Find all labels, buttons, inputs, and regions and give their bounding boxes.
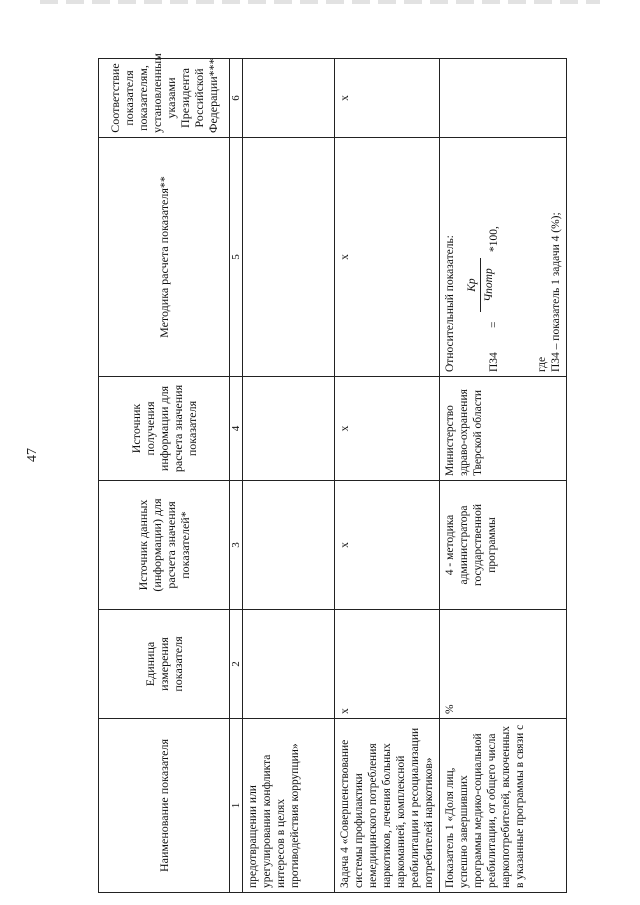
page-number: 47 <box>25 448 40 462</box>
formula-numerator: Кр <box>465 258 481 312</box>
cell-unit: % <box>440 610 567 719</box>
cell-conformity <box>440 59 567 138</box>
header-unit: Единица измерения показателя <box>99 610 230 719</box>
scan-artifact-line <box>40 0 600 4</box>
cell-info-source <box>243 377 335 481</box>
header-info-source: Источник получения информации для расчета значения показателя <box>99 377 230 481</box>
cell-data-source: 4 - методика администратора государственной программы <box>440 481 567 610</box>
column-number-row <box>230 59 243 893</box>
formula-fraction <box>465 258 496 312</box>
formula-equals: = <box>488 321 500 328</box>
indicators-table <box>98 53 567 893</box>
column-number: 2 <box>230 610 243 719</box>
cell-name: Задача 4 «Совершенствование системы профилактики немедицинского потребления наркотиков, лечения больных наркоманией, комплексной реабилитации и ресоциализации потребителей наркотиков» <box>335 719 440 893</box>
table-header-row <box>99 59 230 893</box>
column-number: 4 <box>230 377 243 481</box>
header-conformity: Соответствие показателя показателям, установленным указами Президента Российской Федерации*** <box>99 59 230 138</box>
cell-name: Показатель 1 «Доля лиц, успешно завершивших программы медико-социальной реабилитации, от общего числа наркопотребителей, включенных в указанные программы в связи с <box>440 719 567 893</box>
cell-method <box>243 138 335 377</box>
column-number: 3 <box>230 481 243 610</box>
cell-info-source: х <box>335 377 440 481</box>
header-data-source: Источник данных (информации) для расчета значения показателей* <box>99 481 230 610</box>
table-row <box>440 59 567 893</box>
column-number: 1 <box>230 719 243 893</box>
cell-data-source <box>243 481 335 610</box>
formula-multiplier: *100, <box>488 226 500 252</box>
cell-unit: х <box>335 610 440 719</box>
method-title: Относительный показатель: <box>444 235 456 372</box>
cell-name: предотвращении или урегулировании конфликта интересов в целях противодействия коррупции» <box>243 719 335 893</box>
method-definition: П34 – показатель 1 задачи 4 (%); <box>550 212 562 372</box>
formula-lhs: П34 <box>488 352 500 372</box>
rotated-table-container <box>98 53 562 893</box>
formula-denominator: Чпотр <box>483 268 495 302</box>
method-where: где <box>536 356 548 372</box>
cell-conformity <box>243 59 335 138</box>
cell-info-source: Министерство здраво-охранения Тверской области <box>440 377 567 481</box>
cell-method: х <box>335 138 440 377</box>
cell-unit <box>243 610 335 719</box>
cell-data-source: х <box>335 481 440 610</box>
method-formula <box>457 142 535 372</box>
column-number: 6 <box>230 59 243 138</box>
column-number: 5 <box>230 138 243 377</box>
cell-conformity: х <box>335 59 440 138</box>
table-row <box>335 59 440 893</box>
header-indicator-name: Наименование показателя <box>99 719 230 893</box>
cell-method <box>440 138 567 377</box>
header-method: Методика расчета показателя** <box>99 138 230 377</box>
table-row <box>243 59 335 893</box>
